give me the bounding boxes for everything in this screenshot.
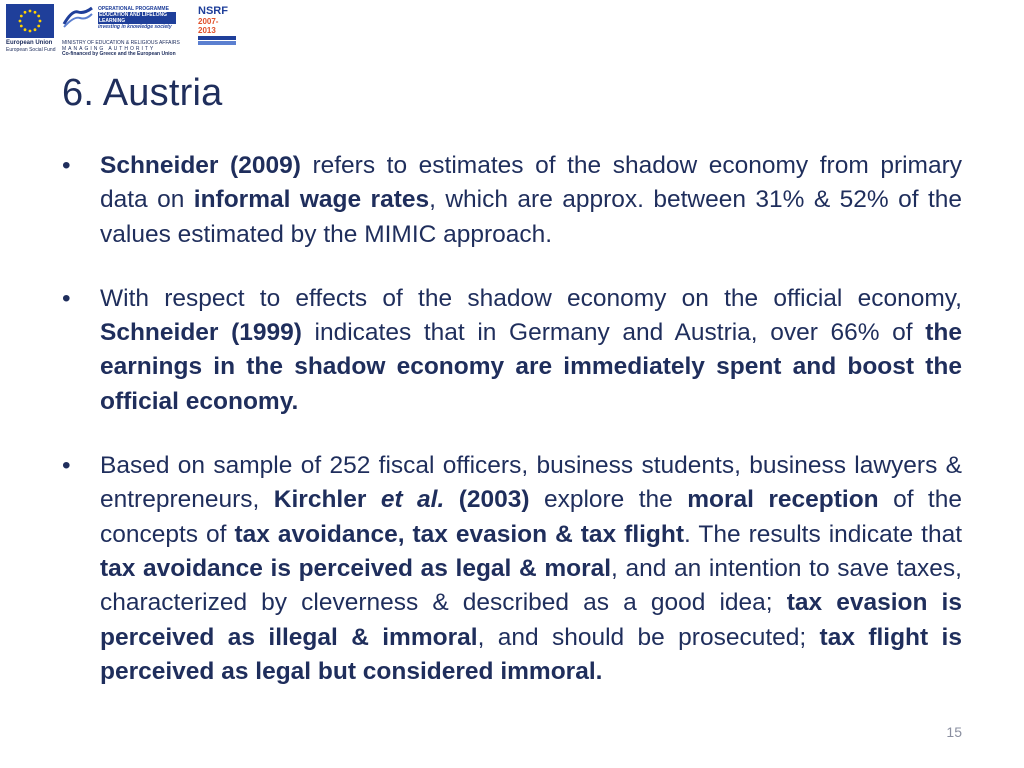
bullet-dot: • [62,152,71,179]
eu-label: European Union European Social Fund [6,40,56,53]
bullet-item-schneider-2009: • Schneider (2009) refers to estimates of the shadow economy from primary data on informal wage rates, which are approx. between 31% & 52% of the values estimated by the MIMIC approach. [62,149,962,252]
ministry-text: MINISTRY OF EDUCATION & RELIGIOUS AFFAIRS MANAGING AUTHORITY [62,40,180,52]
nsrf-logo: NSRF 2007-2013 [198,6,236,44]
slide-title: 6. Austria [62,72,223,114]
nsrf-strip-light [198,41,236,45]
page-number: 15 [946,724,962,740]
nsrf-strip [198,36,236,40]
eu-flag-icon [6,4,54,38]
bullet-list [62,149,962,719]
op-emblem-icon [62,6,94,28]
sponsor-logo-bar [6,4,236,57]
bullet-dot: • [62,452,71,480]
bullet-dot: • [62,284,71,312]
bullet-item-schneider-1999: • With respect to effects of the shadow economy on the official economy, Schneider (1999) indicates that in Germany and Austria, over 66% of the earnings in the shadow economy are immediately spent and boost the official economy. [62,282,962,419]
op-text: OPERATIONAL PROGRAMME EDUCATION AND LIFELONG LEARNING investing in knowledge society [98,6,176,30]
cofinanced-text: Co-financed by Greece and the European Union [62,51,176,57]
bullet-item-kirchler-2003: • Based on sample of 252 fiscal officers, business students, business lawyers & entrepreneurs, Kirchler et al. (2003) explore the moral reception of the concepts of tax avoidance, tax evasion & tax flight. The results indicate that tax avoidance is perceived as legal & moral, and an intention to save taxes, characterized by cleverness & described as a good idea; tax evasion is perceived as illegal & immoral, and should be prosecuted; tax flight is perceived as legal but considered immoral. [62,449,962,689]
